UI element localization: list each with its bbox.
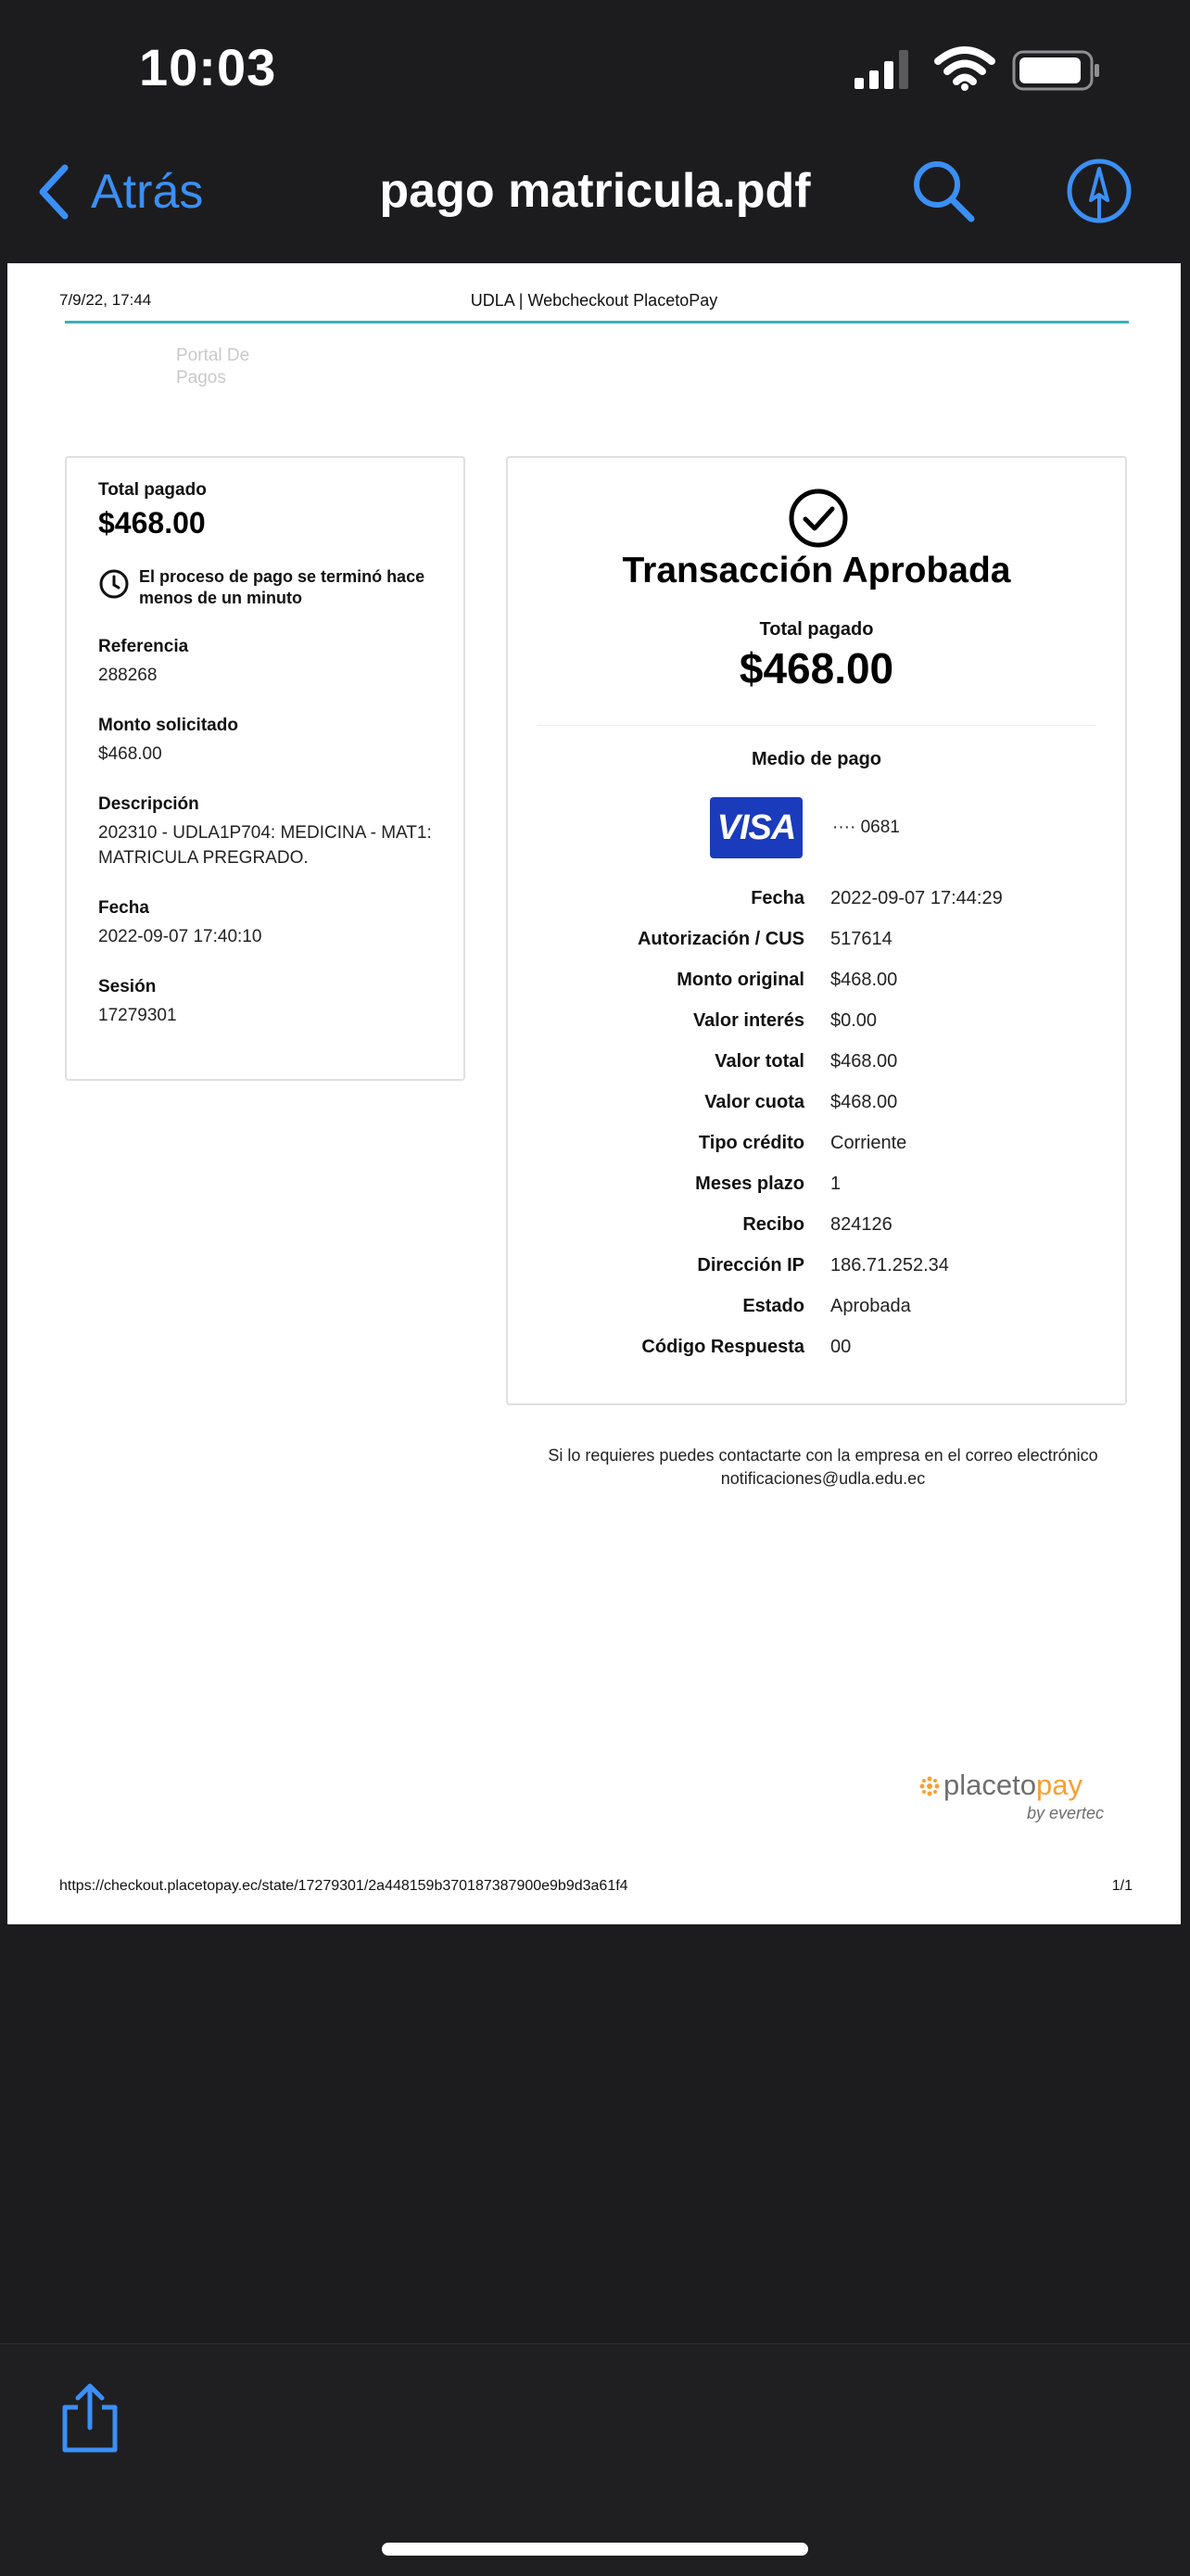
total-paid-label: Total pagado [759,619,874,640]
total-paid-value: $468.00 [98,506,206,539]
document-title: pago matricula.pdf [379,164,811,218]
session-field: Sesión 17279301 [98,977,177,1025]
description-field: Descripción 202310 - UDLA1P704: MEDICINA - MAT1: MATRICULA PREGRADO. [98,794,432,868]
placetopay-logo: placetopay by evertec [916,1769,1120,1828]
page-number: 1/1 [1111,1878,1133,1894]
bottom-toolbar [0,2343,1190,2576]
check-circle-icon [788,488,849,549]
pdf-page [7,263,1181,1924]
transaction-card [506,456,1127,1405]
detail-row-monto-original: Monto original $468.00 [677,970,898,990]
print-site-title: UDLA | Webcheckout PlacetoPay [470,291,718,310]
portal-logo-alt-text: Portal De Pagos [176,346,250,387]
total-paid-value: $468.00 [739,644,894,692]
print-url: https://checkout.placetopay.ec/state/17279301/2a448159b370187387900e9b9d3a61f4 [59,1878,628,1894]
payment-method-label: Medio de pago [752,749,881,769]
detail-row-codigo-respuesta: Código Respuesta 00 [641,1337,852,1357]
markup-pen-icon[interactable] [1066,158,1133,224]
reference-field: Referencia 288268 [98,637,189,685]
detail-row-direccion-ip: Dirección IP 186.71.252.34 [697,1255,949,1275]
cellular-signal-icon [855,50,914,89]
contact-note: Si lo requieres puedes contactarte con la empresa en el correo electrónico notificaciones@udla.edu.ec [489,1444,1157,1491]
divider [538,725,1095,726]
card-number: ···· 0681 [832,818,900,837]
share-icon[interactable] [57,2381,122,2455]
wifi-icon [934,46,995,91]
date-field: Fecha 2022-09-07 17:40:10 [98,898,262,946]
detail-row-valor-total: Valor total $468.00 [715,1051,898,1072]
contact-email: notificaciones@udla.edu.ec [720,1469,926,1488]
detail-row-autorizacion: Autorización / CUS 517614 [637,929,892,949]
placetopay-dots-icon [916,1772,943,1800]
detail-row-fecha: Fecha 2022-09-07 17:44:29 [751,888,1003,908]
detail-row-valor-interes: Valor interés $0.00 [692,1010,878,1031]
search-icon[interactable] [910,158,977,224]
detail-row-estado: Estado Aprobada [742,1296,911,1316]
time-notice [98,566,441,609]
payment-summary-card [65,456,465,1081]
print-date: 7/9/22, 17:44 [59,291,152,309]
detail-row-recibo: Recibo 824126 [742,1214,892,1235]
visa-logo: VISA [710,797,803,858]
transaction-status-title: Transacción Aprobada [622,551,1011,590]
status-time: 10:03 [139,38,277,96]
back-label: Atrás [91,165,204,219]
total-paid-label: Total pagado [98,480,207,500]
status-bar [0,0,1190,139]
header-divider [65,321,1129,324]
detail-row-meses-plazo: Meses plazo 1 [695,1174,842,1194]
home-indicator[interactable] [382,2543,808,2556]
time-notice-text: El proceso de pago se terminó hace menos de un minuto [139,567,425,607]
battery-icon [1012,50,1101,91]
clock-icon [98,568,130,600]
detail-row-tipo-credito: Tipo crédito Corriente [698,1133,907,1153]
detail-row-valor-cuota: Valor cuota $468.00 [704,1092,898,1112]
requested-amount-field: Monto solicitado $468.00 [98,716,238,764]
